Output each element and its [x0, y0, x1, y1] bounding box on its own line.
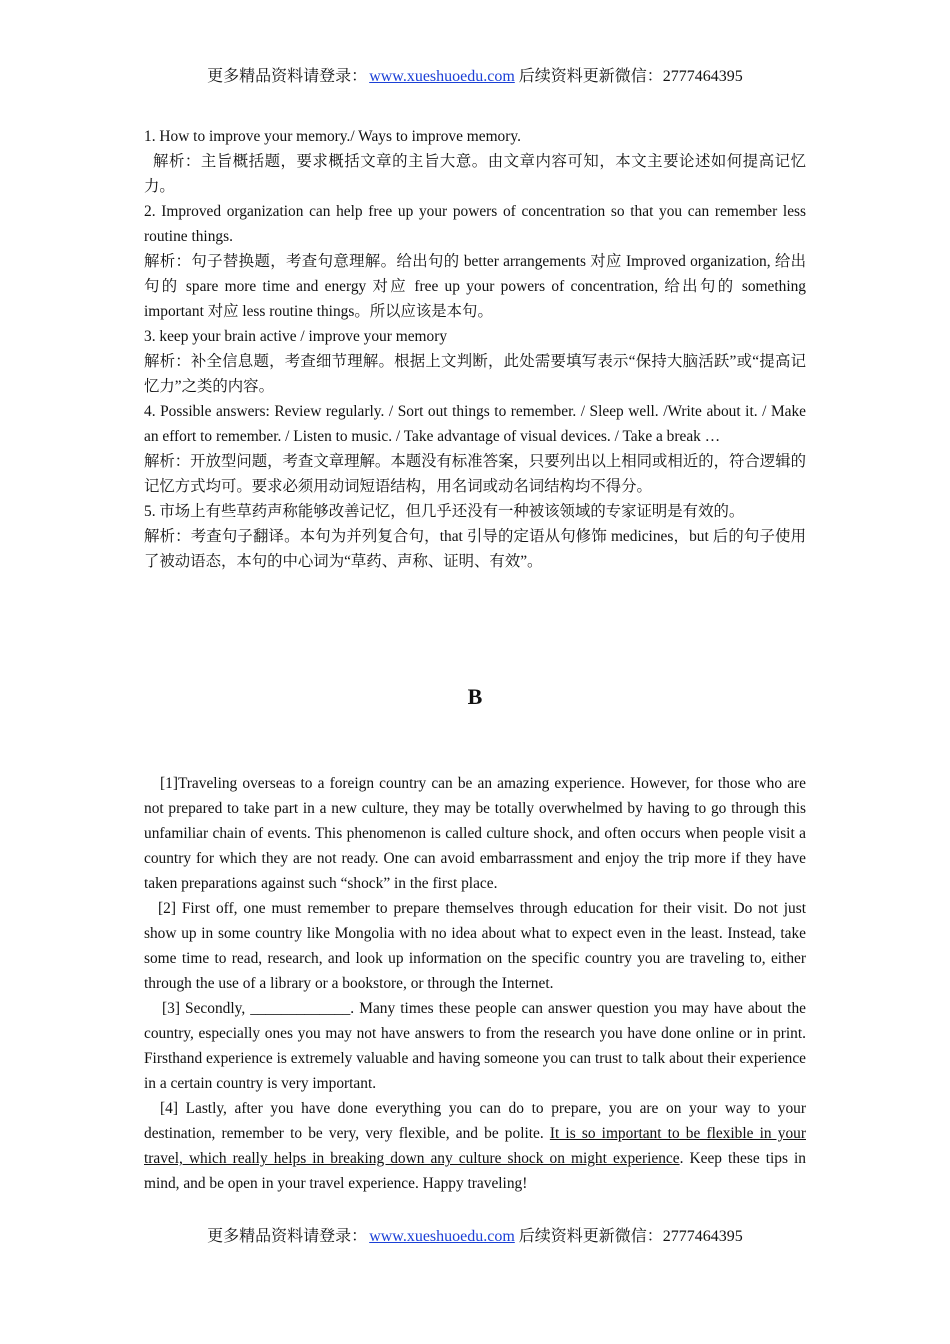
footer-banner — [0, 1226, 950, 1248]
answer-2: 2. Improved organization can help free up your powers of concentration so that you can remember less routine things. — [144, 203, 806, 245]
answer-3: 3. keep your brain active / improve your memory — [144, 328, 448, 345]
paragraph-4 — [144, 1096, 806, 1196]
paragraph-4-end: . Keep these tips in mind, and be open in your travel experience. Happy traveling! — [144, 1150, 806, 1192]
section-title: B — [467, 684, 483, 709]
paragraph-2: [2] First off, one must remember to prepare themselves through education for their visit. Do not just show up in some country like Mongolia with no idea about what to expect even in the least. Instead, take some time to read, research, and look up information on the specific country you are traveling to, either through the use of a library or a bookstore, or through the Internet. — [144, 900, 806, 992]
analysis-5: 解析：考查句子翻译。本句为并列复合句，that 引导的定语从句修饰 medicines，but 后的句子使用了被动语态，本句的中心词为“草药、声称、证明、有效”。 — [144, 528, 806, 570]
analysis-1: 解析：主旨概括题，要求概括文章的主旨大意。由文章内容可知，本文主要论述如何提高记忆力。 — [144, 153, 806, 195]
footer-prefix: 更多精品资料请登录： — [207, 1228, 368, 1245]
answer-5: 5. 市场上有些草药声称能够改善记忆，但几乎还没有一种被该领域的专家证明是有效的。 — [144, 503, 745, 520]
paragraph-1: [1]Traveling overseas to a foreign country can be an amazing experience. However, for those who are not prepared to take part in a new culture, they may be totally overwhelmed by having to go through this unfamiliar chain of events. This phenomenon is called culture shock, and often occurs when people visit a country for which they are not ready. One can avoid embarrassment and enjoy the trip more if they have taken preparations against such “shock” in the first place. — [144, 775, 806, 892]
paragraph-4-start: [4] Lastly, after you have done everything you can do to prepare, you are on your way to your destination, remember to be very, very flexible, and be polite. — [144, 1100, 806, 1142]
header-suffix: 后续资料更新微信：2777464395 — [518, 68, 743, 85]
analysis-3: 解析：补全信息题，考查细节理解。根据上文判断，此处需要填写表示“保持大脑活跃”或“提高记忆力”之类的内容。 — [144, 353, 806, 395]
answer-1: 1. How to improve your memory./ Ways to improve memory. — [144, 128, 521, 145]
footer-suffix: 后续资料更新微信：2777464395 — [518, 1228, 743, 1245]
analysis-4: 解析：开放型问题，考查文章理解。本题没有标准答案，只要列出以上相同或相近的，符合逻辑的记忆方式均可。要求必须用动词短语结构，用名词或动名词结构均不得分。 — [144, 453, 806, 495]
footer-link[interactable]: www.xueshuoedu.com — [369, 1228, 515, 1245]
reading-passage — [144, 771, 806, 1196]
answer-4: 4. Possible answers: Review regularly. / Sort out things to remember. / Sleep well. /Write about it. / Make an effort to remember. / Listen to music. / Take advantage of visual devices. / Take a break … — [144, 403, 806, 445]
header-banner — [0, 66, 950, 88]
paragraph-3: [3] Secondly, _____________. Many times these people can answer question you may have about the country, especially ones you may not have answers to from the research you have done online or in print. Firsthand experience is extremely valuable and having someone you can trust to talk about their experience in a certain country is very important. — [144, 1000, 806, 1092]
analysis-2: 解析：句子替换题，考查句意理解。给出句的 better arrangements 对应 Improved organization, 给出句的 spare more time and energy 对应 free up your powers of concentration, 给出句的 something important 对应 less routine things。所以应该是本句。 — [144, 253, 806, 320]
header-link[interactable]: www.xueshuoedu.com — [369, 68, 515, 85]
header-prefix: 更多精品资料请登录： — [207, 68, 368, 85]
underlined-sentence: It is so important to be flexible in your travel, which really helps in breaking down any culture shock on might experience — [144, 1125, 806, 1167]
answer-key — [144, 124, 806, 574]
